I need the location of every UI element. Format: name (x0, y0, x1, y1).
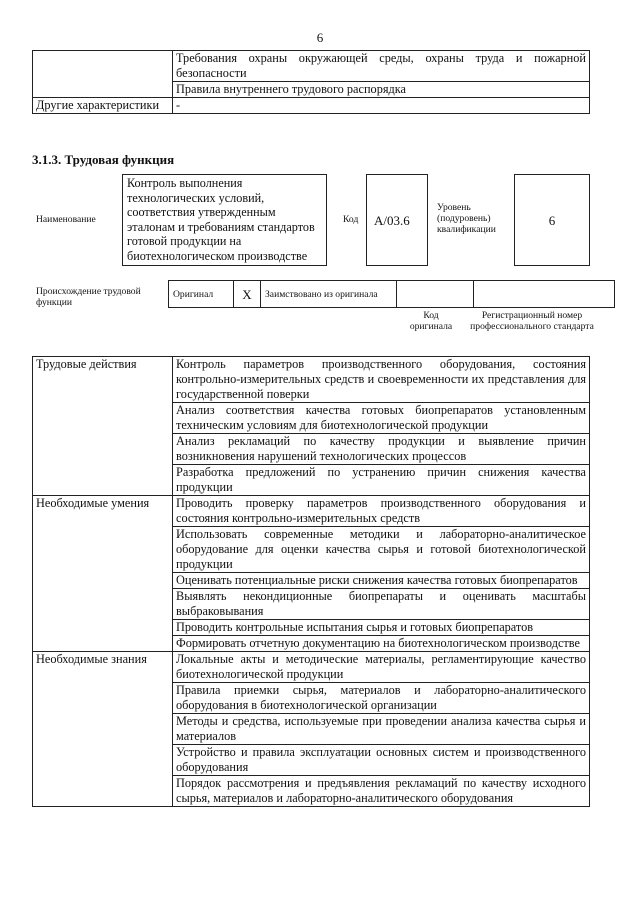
table-row (33, 98, 590, 114)
list-item: Оценивать потенциальные риски снижения качества готовых биопрепаратов (173, 573, 590, 589)
name-label: Наименование (36, 214, 96, 225)
origin-table (168, 280, 615, 308)
list-item: Порядок рассмотрения и предъявления рекламаций по качеству исходного сырья, материалов и лабораторно-аналитического оборудования (173, 776, 590, 807)
section-title: 3.1.3. Трудовая функция (32, 152, 175, 167)
qualification-level-value: 6 (548, 213, 556, 228)
section-label: Трудовые действия (33, 357, 173, 496)
original-mark: X (234, 281, 261, 308)
row-value-cell: Правила внутреннего трудового распорядка (173, 82, 590, 98)
list-item: Формировать отчетную документацию на биотехнологическом производстве (173, 636, 590, 652)
row-label-cell: Другие характеристики (33, 98, 173, 114)
list-item: Проводить контрольные испытания сырья и готовых биопрепаратов (173, 620, 590, 636)
list-item: Проводить проверку параметров производственного оборудования и состояния контрольно-измерительных средств (173, 496, 590, 527)
list-item: Анализ соответствия качества готовых биопрепаратов установленным техническим условиям для биотехнологической продукции (173, 403, 590, 434)
list-item: Правила приемки сырья, материалов и лабораторно-аналитического оборудования в биотехнологической организации (173, 683, 590, 714)
top-characteristics-table (32, 50, 590, 114)
level-label: Уровень (подуровень) квалификации (437, 202, 496, 235)
origin-label: Происхождение трудовой функции (36, 286, 141, 308)
list-item: Контроль параметров производственного оборудования, состояния контрольно-измерительных средств и своевременности их представления для государственной поверки (173, 357, 590, 403)
list-item: Локальные акты и методические материалы, регламентирующие качество биотехнологической продукции (173, 652, 590, 683)
function-code-box (366, 174, 428, 266)
list-item: Устройство и правила эксплуатации основных систем и производственного оборудования (173, 745, 590, 776)
list-item: Анализ рекламаций по качеству продукции и выявление причин возникновения нарушений технологических процессов (173, 434, 590, 465)
borrowed-cell: Заимствовано из оригинала (261, 281, 397, 308)
code-label: Код (343, 214, 359, 225)
list-item: Разработка предложений по устранению причин снижения качества продукции (173, 465, 590, 496)
function-code-value: А/03.6 (374, 213, 410, 228)
original-cell: Оригинал (169, 281, 234, 308)
table-row (169, 281, 615, 308)
table-row (33, 496, 590, 527)
registration-caption: Регистрационный номер профессионального стандарта (470, 310, 594, 332)
section-label: Необходимые умения (33, 496, 173, 652)
original-code-cell (397, 281, 474, 308)
row-value-cell: Требования охраны окружающей среды, охраны труда и пожарной безопасности (173, 51, 590, 82)
code-caption: Код оригинала (409, 310, 453, 332)
row-label-cell (33, 51, 173, 98)
list-item: Использовать современные методики и лабораторно-аналитическое оборудование для оценки качества сырья и готовой биотехнологической продукции (173, 527, 590, 573)
row-value-cell: - (173, 98, 590, 114)
registration-number-cell (474, 281, 615, 308)
table-row (33, 357, 590, 403)
table-row (33, 652, 590, 683)
section-label: Необходимые знания (33, 652, 173, 807)
labor-function-table (32, 356, 590, 807)
qualification-level-box (514, 174, 590, 266)
table-row (33, 51, 590, 82)
page-number: 6 (316, 30, 324, 45)
function-name-box: Контроль выполнения технологических условий, соответствия утвержденным эталонам и требованиям стандартов готовой продукции на биотехнологическом производстве (122, 174, 327, 266)
list-item: Выявлять некондиционные биопрепараты и оценивать масштабы выбраковывания (173, 589, 590, 620)
list-item: Методы и средства, используемые при проведении анализа качества сырья и материалов (173, 714, 590, 745)
